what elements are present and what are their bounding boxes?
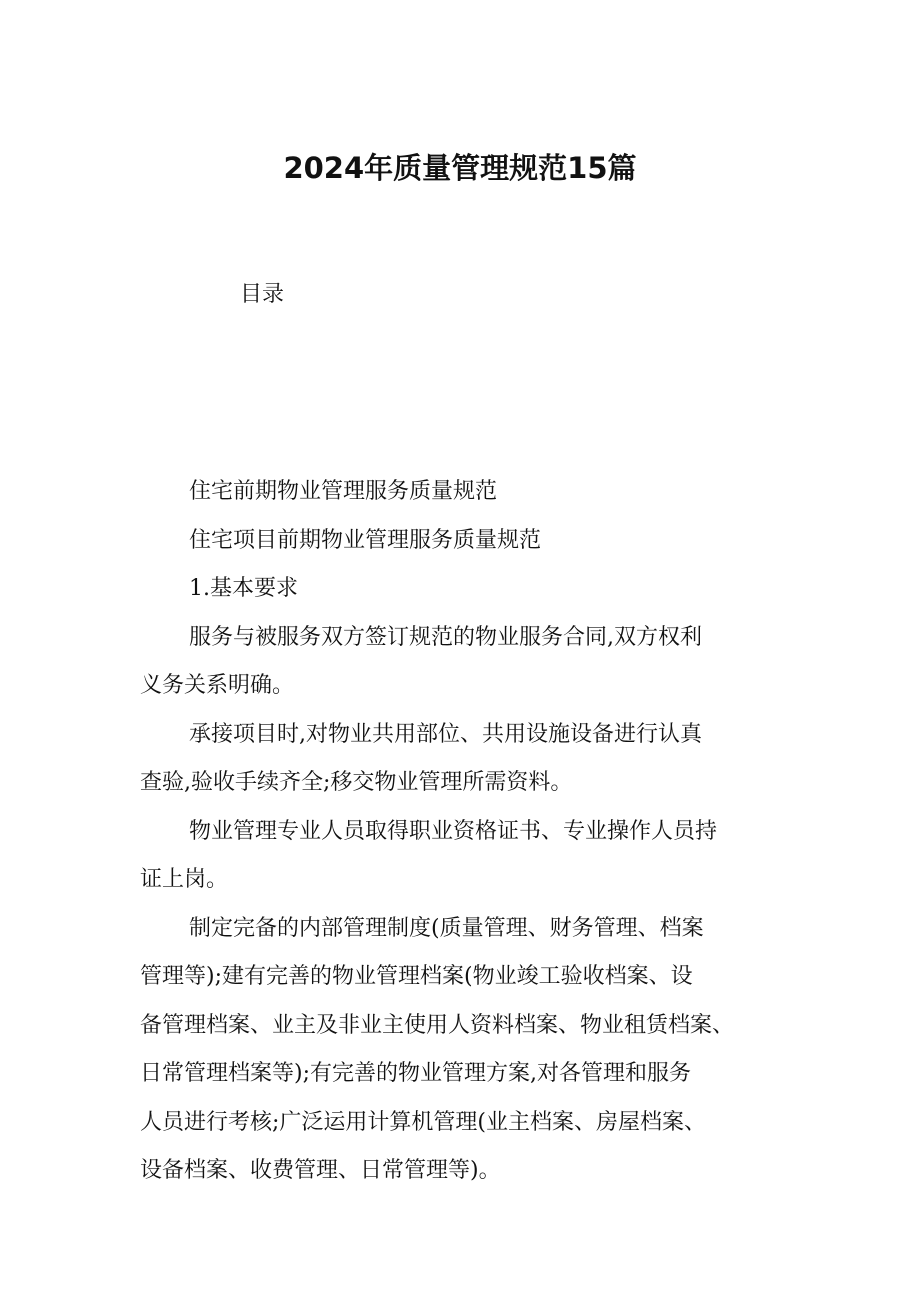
paragraph: 物业管理专业人员取得职业资格证书、专业操作人员持 证上岗。 <box>140 818 718 892</box>
paragraph: 制定完备的内部管理制度(质量管理、财务管理、档案 管理等);建有完善的物业管理档案(物业竣工验收档案、设 备管理档案、业主及非业主使用人资料档案、物业租赁档案、 日常管理档案等);有完善的物业管理方案,对各管理和服务 人员进行考核;广泛运用计算机管理(业主档案、房屋档案、 设备档案、收费管理、日常管理等)。 <box>140 915 735 1183</box>
paragraph: 承接项目时,对物业共用部位、共用设施设备进行认真 查验,验收手续齐全;移交物业管理所需资料。 <box>140 721 702 795</box>
paragraph-subtitle: 住宅项目前期物业管理服务质量规范 <box>189 527 542 553</box>
toc-label: 目录 <box>240 282 285 307</box>
paragraph-heading: 1.基本要求 <box>189 576 298 601</box>
paragraph: 服务与被服务双方签订规范的物业服务合同,双方权利 义务关系明确。 <box>140 624 702 698</box>
document-body <box>140 468 800 1196</box>
paragraph-section-title: 住宅前期物业管理服务质量规范 <box>189 479 498 504</box>
document-title: 2024年质量管理规范15篇 <box>283 151 637 185</box>
